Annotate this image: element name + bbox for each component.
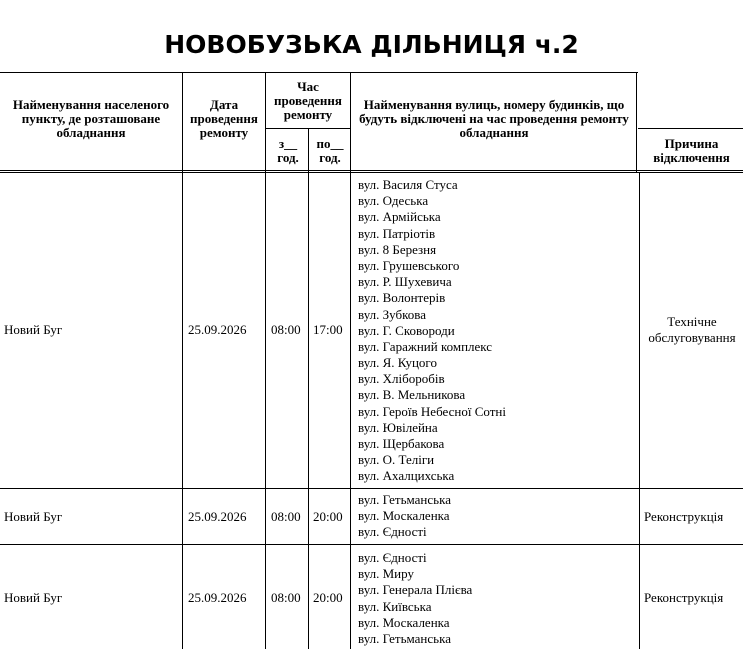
street-item: вул. Героїв Небесної Сотні — [358, 403, 506, 419]
header-streets: Найменування вулиць, номеру будинків, що будуть відключені на час проведення ремонту обладнання — [359, 97, 629, 140]
row-3-reason: Реконструкція — [644, 590, 724, 605]
row-3-street-list — [358, 550, 472, 647]
header-settlement: Найменування населеного пункту, де розташоване обладнання — [12, 97, 170, 140]
row-2-reason: Реконструкція — [644, 509, 724, 524]
row-2-bottom-border — [0, 544, 743, 545]
street-item: вул. Генерала Плієва — [358, 582, 473, 598]
header-bottom-border-double — [0, 172, 743, 173]
row-1-street-list — [358, 177, 506, 485]
street-item: вул. Г. Сковороди — [358, 322, 455, 338]
street-item: вул. Патріотів — [358, 225, 436, 241]
street-item: вул. Ювілейна — [358, 419, 438, 435]
row-2-settlement: Новий Буг — [4, 509, 63, 524]
street-item: вул. Москаленка — [358, 614, 450, 630]
header-bottom-border — [0, 170, 743, 171]
street-item: вул. Гетьманська — [358, 492, 451, 507]
col-streets-right — [639, 172, 640, 649]
street-item: вул. Миру — [358, 566, 414, 582]
table-top-border — [0, 72, 638, 73]
header-reason: Причина відключення — [653, 136, 730, 165]
street-item: вул. Єдності — [358, 550, 427, 565]
row-3-from: 08:00 — [271, 590, 301, 605]
header-date: Дата проведення ремонту — [190, 97, 258, 140]
street-item: вул. Гетьманська — [358, 630, 451, 646]
street-item: вул. Гаражний комплекс — [358, 338, 493, 354]
col-date-right — [265, 72, 266, 649]
street-item: вул. 8 Березня — [358, 241, 437, 257]
row-3-date: 25.09.2026 — [188, 590, 247, 605]
street-item: вул. Зубкова — [358, 306, 426, 322]
street-item: вул. Грушевського — [358, 257, 460, 273]
street-item: вул. Волонтерів — [358, 290, 446, 306]
row-2-to: 20:00 — [313, 509, 343, 524]
row-2-street-list — [358, 492, 451, 541]
row-1-date: 25.09.2026 — [188, 322, 247, 337]
col-streets-right-header — [636, 72, 637, 172]
street-item: вул. О. Теліги — [358, 452, 435, 468]
row-1-bottom-border — [0, 488, 743, 489]
col-from-right — [308, 128, 309, 649]
header-time: Час проведення ремонту — [274, 79, 342, 122]
row-1-reason: Технічне обслуговування — [648, 314, 736, 345]
row-2-date: 25.09.2026 — [188, 509, 247, 524]
street-item: вул. Щербакова — [358, 436, 445, 451]
street-item: вул. Армійська — [358, 209, 441, 225]
street-item: вул. В. Мельникова — [358, 387, 466, 403]
row-1-settlement: Новий Буг — [4, 322, 63, 337]
header-to: по__ год. — [316, 136, 344, 165]
row-3-to: 20:00 — [313, 590, 343, 605]
row-1-to: 17:00 — [313, 322, 343, 337]
street-item: вул. Василя Стуса — [358, 177, 458, 192]
col-to-right — [350, 72, 351, 649]
page-title: НОВОБУЗЬКА ДІЛЬНИЦЯ ч.2 — [164, 30, 579, 59]
row-1-from: 08:00 — [271, 322, 301, 337]
street-item: вул. Ахалцихська — [358, 468, 455, 484]
header-subdivider-reason — [638, 128, 743, 129]
row-2-from: 08:00 — [271, 509, 301, 524]
row-3-settlement: Новий Буг — [4, 590, 63, 605]
header-from: з__ год. — [277, 136, 299, 165]
col-settlement-right — [182, 72, 183, 649]
street-item: вул. Я. Куцого — [358, 355, 437, 371]
street-item: вул. Одеська — [358, 193, 429, 209]
street-item: вул. Москаленка — [358, 508, 450, 524]
street-item: вул. Єдності — [358, 524, 427, 540]
street-item: вул. Р. Шухевича — [358, 274, 452, 290]
street-item: вул. Київська — [358, 598, 432, 614]
street-item: вул. Хліборобів — [358, 371, 445, 387]
